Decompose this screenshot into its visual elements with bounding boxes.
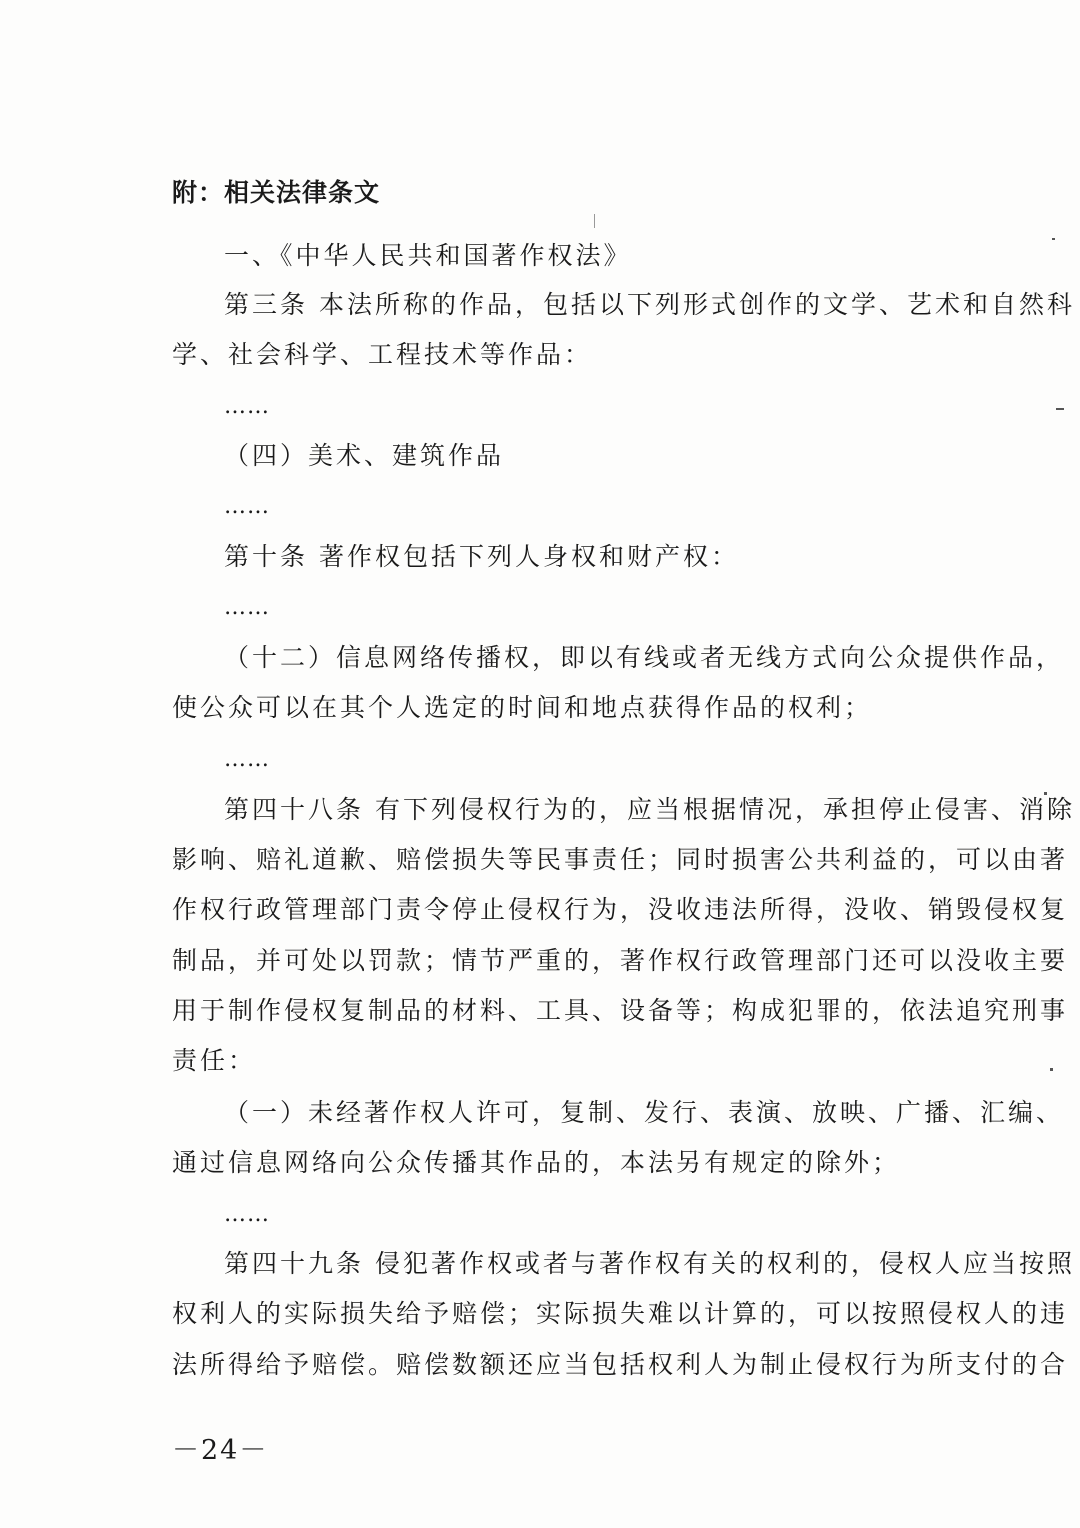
- law-title: 一、《中华人民共和国著作权法》: [224, 241, 632, 270]
- ellipsis: ……: [224, 394, 270, 419]
- article-49-line-1: 第四十九条 侵犯著作权或者与著作权有关的权利的，侵权人应当按照: [224, 1249, 1075, 1278]
- ellipsis: ……: [224, 1202, 270, 1227]
- article-48-line-5: 用于制作侵权复制品的材料、工具、设备等；构成犯罪的，依法追究刑事: [172, 996, 1069, 1025]
- article-49-line-2: 权利人的实际损失给予赔偿；实际损失难以计算的，可以按照侵权人的违: [172, 1299, 1069, 1328]
- page-number: －24－: [172, 1435, 269, 1466]
- article-48-line-1: 第四十八条 有下列侵权行为的，应当根据情况，承担停止侵害、消除: [224, 795, 1075, 824]
- article-48-item-1-line-2: 通过信息网络向公众传播其作品的，本法另有规定的除外；: [172, 1148, 901, 1177]
- scan-speck: [1052, 238, 1055, 240]
- article-10-item-12-line-1: （十二）信息网络传播权，即以有线或者无线方式向公众提供作品，: [224, 643, 1065, 672]
- article-48-line-3: 作权行政管理部门责令停止侵权行为，没收违法所得，没收、销毁侵权复: [172, 895, 1069, 924]
- article-48-line-2: 影响、赔礼道歉、赔偿损失等民事责任；同时损害公共利益的，可以由著: [172, 845, 1069, 874]
- article-48-line-4: 制品，并可处以罚款；情节严重的，著作权行政管理部门还可以没收主要: [172, 946, 1069, 975]
- article-10-item-12-line-2: 使公众可以在其个人选定的时间和地点获得作品的权利；: [172, 693, 873, 722]
- article-49-line-3: 法所得给予赔偿。赔偿数额还应当包括权利人为制止侵权行为所支付的合: [172, 1350, 1069, 1379]
- article-3-item-4: （四）美术、建筑作品: [224, 441, 505, 470]
- ellipsis: ……: [224, 595, 270, 620]
- article-10-line-1: 第十条 著作权包括下列人身权和财产权：: [224, 542, 739, 571]
- scan-speck: [594, 214, 595, 228]
- article-48-item-1-line-1: （一）未经著作权人许可，复制、发行、表演、放映、广播、汇编、: [224, 1098, 1065, 1127]
- article-48-line-6: 责任：: [172, 1046, 257, 1075]
- ellipsis: ……: [224, 747, 270, 772]
- article-3-line-2: 学、社会科学、工程技术等作品：: [172, 340, 593, 369]
- scan-speck: [1056, 408, 1064, 410]
- appendix-heading: 附：相关法律条文: [172, 178, 381, 207]
- ellipsis: ……: [224, 494, 270, 519]
- article-3-line-1: 第三条 本法所称的作品，包括以下列形式创作的文学、艺术和自然科: [224, 290, 1075, 319]
- scan-speck: [1050, 1068, 1053, 1071]
